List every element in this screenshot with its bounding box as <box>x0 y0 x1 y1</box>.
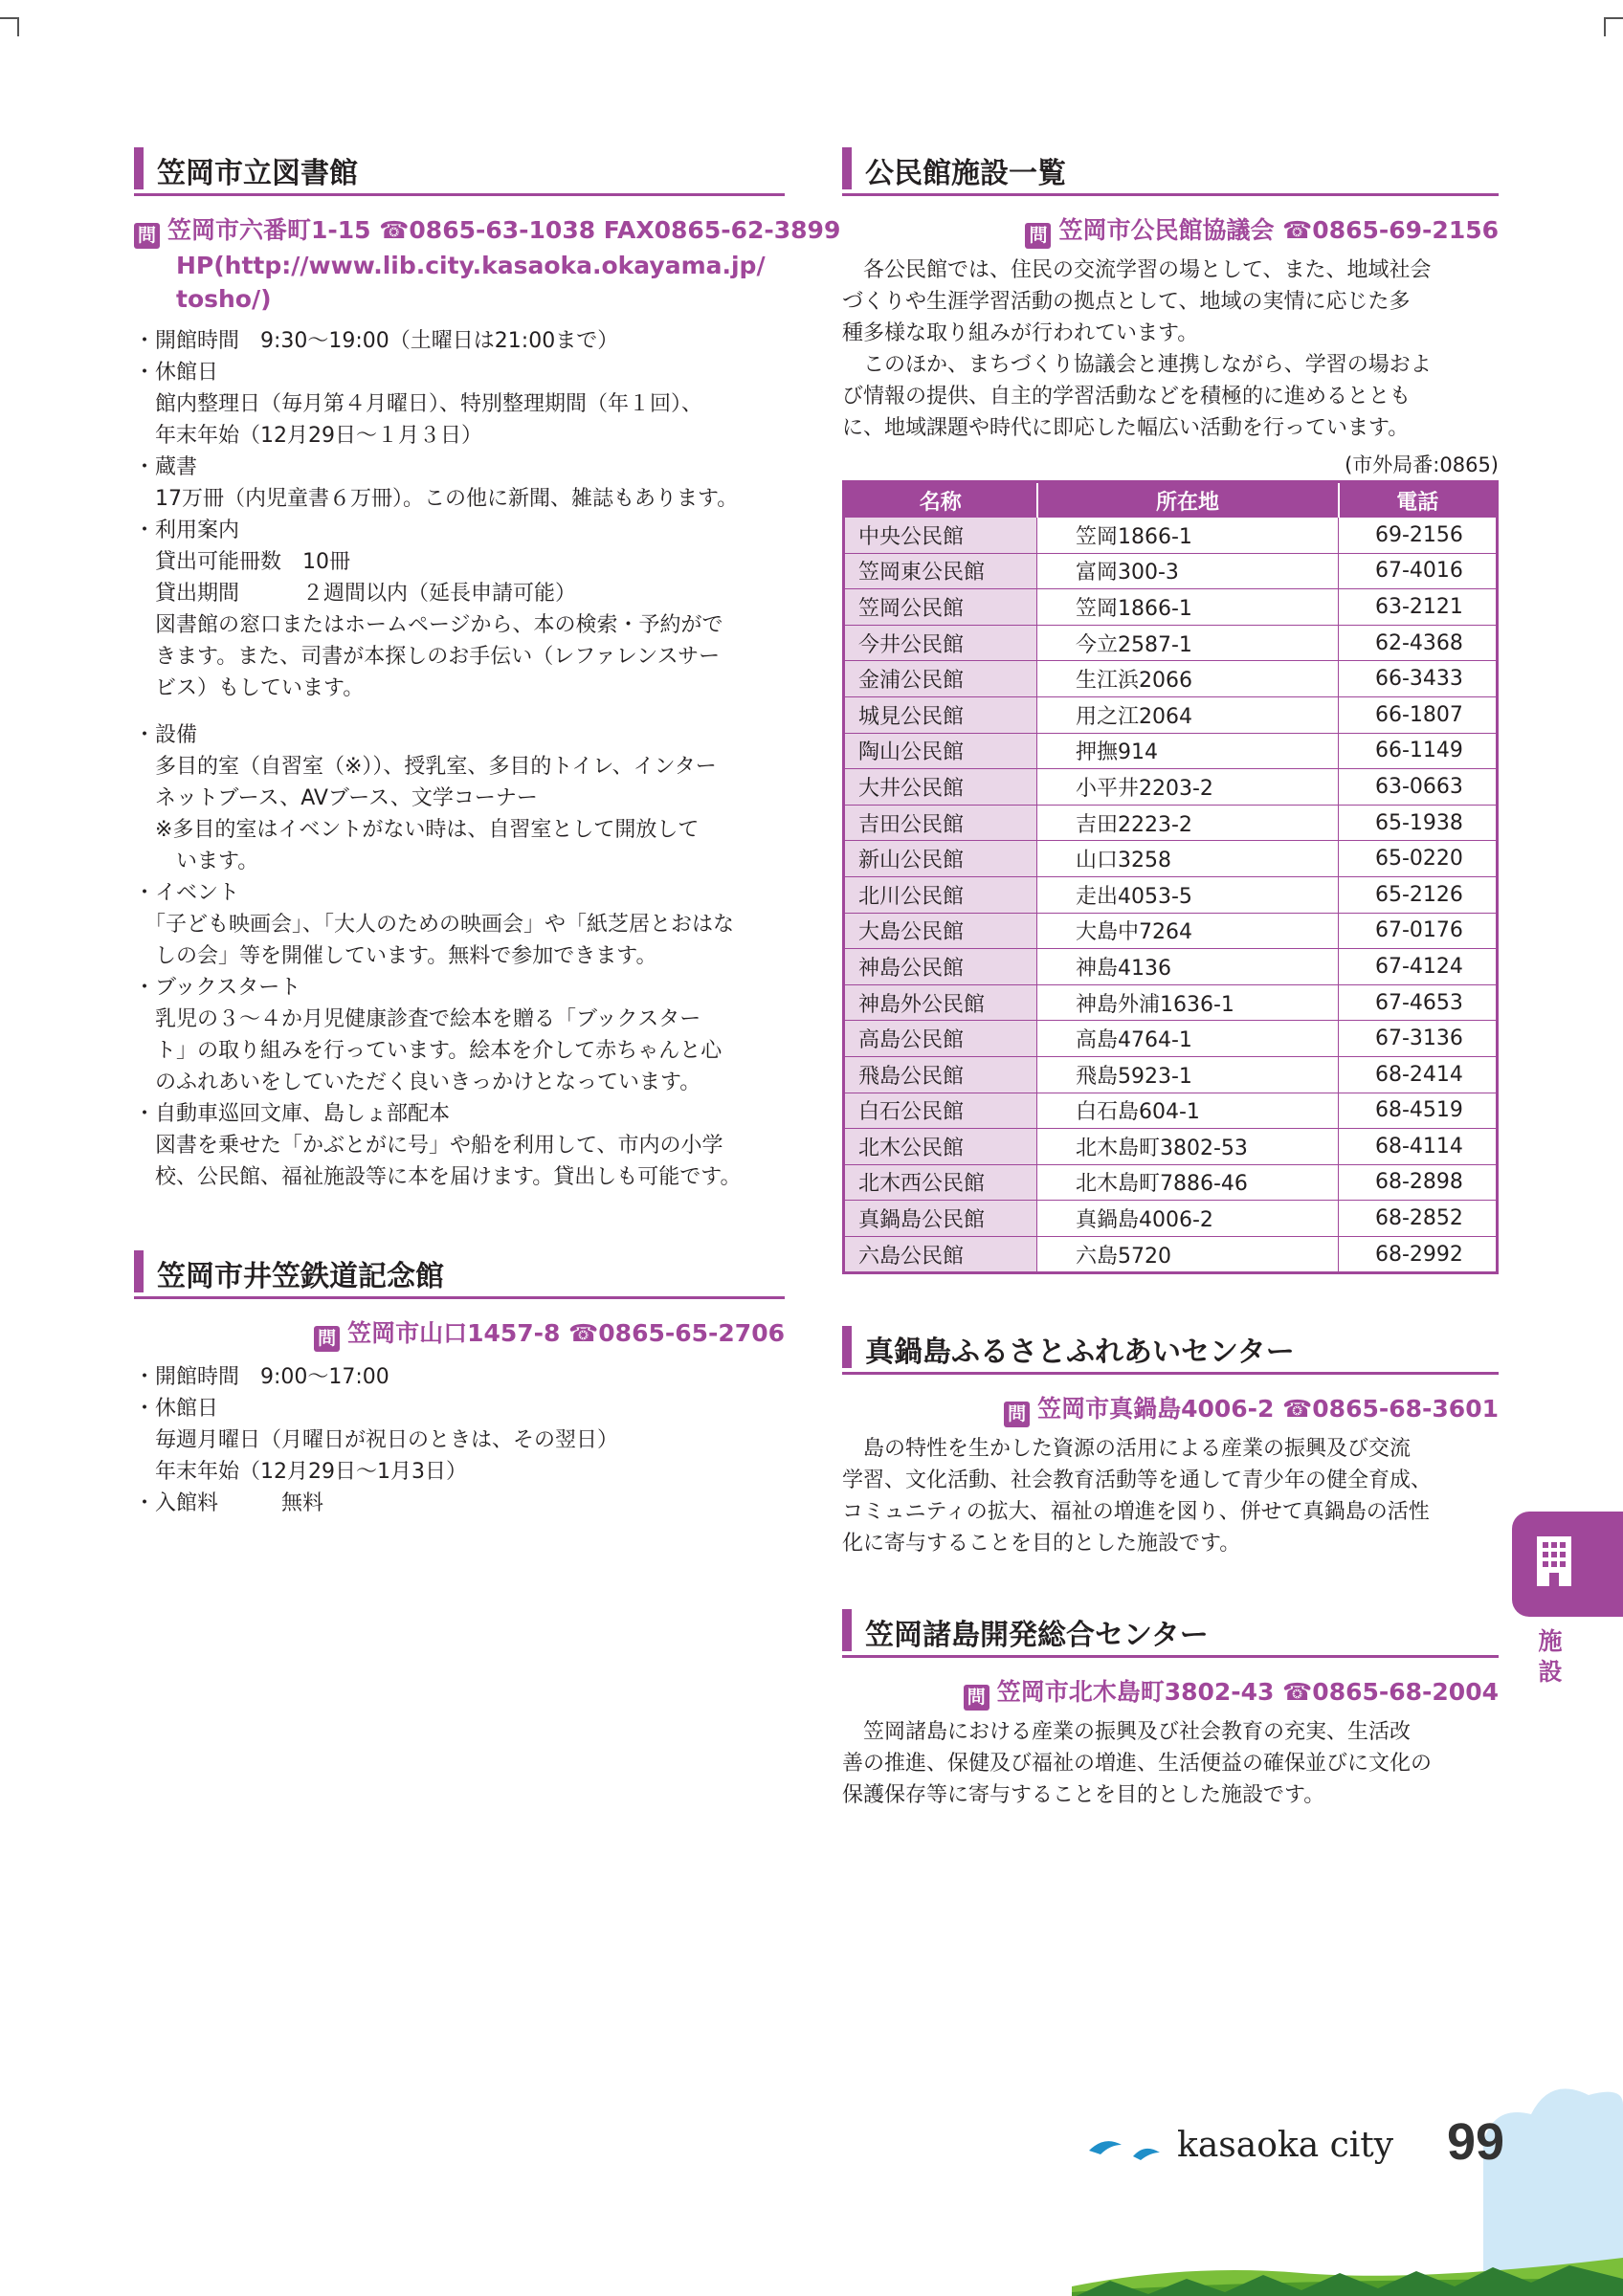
kominkan-name-cell: 新山公民館 <box>844 841 1037 877</box>
library-info <box>134 325 785 1193</box>
kominkan-name-cell: 陶山公民館 <box>844 733 1037 769</box>
side-tab-char: 設 <box>1538 1658 1563 1686</box>
info-line: ・休館日 <box>134 361 219 385</box>
heading-bar <box>842 1326 852 1368</box>
kominkan-address-cell: 山口3258 <box>1037 841 1339 877</box>
info-line: きます。また、司書が本探しのお手伝い（レファレンスサー <box>134 645 721 669</box>
kominkan-phone-cell: 65-2126 <box>1339 876 1498 913</box>
info-line: 年末年始（12月29日〜１月３日） <box>134 424 482 448</box>
kominkan-address-cell: 大島中7264 <box>1037 913 1339 949</box>
para-line: このほか、まちづくり協議会と連携しながら、学習の場およ <box>842 353 1432 377</box>
para-line: コミュニティの拡大、福祉の増進を図り、併せて真鍋島の活性 <box>842 1500 1430 1525</box>
kominkan-phone-cell: 68-2414 <box>1339 1056 1498 1093</box>
kominkan-name-cell: 神島公民館 <box>844 949 1037 985</box>
para-line: に、地域課題や時代に即応した幅広い活動を行っています。 <box>842 416 1410 440</box>
kominkan-name-cell: 笠岡東公民館 <box>844 553 1037 589</box>
library-homepage[interactable]: HP(http://www.lib.city.kasaoka.okayama.jp/ <box>176 252 766 279</box>
inquiry-icon: 問 <box>964 1685 989 1711</box>
kominkan-address-cell: 押撫914 <box>1037 733 1339 769</box>
page-number: 99 <box>1447 2113 1505 2171</box>
para-line: 笠岡諸島における産業の振興及び社会教育の充実、生活改 <box>842 1720 1412 1745</box>
kominkan-address-cell: 笠岡1866-1 <box>1037 589 1339 626</box>
kominkan-address-cell: 走出4053-5 <box>1037 876 1339 913</box>
col-header-phone: 電話 <box>1339 482 1498 519</box>
info-line: 多目的室（自習室（※））、授乳室、多目的トイレ、インター <box>134 755 717 779</box>
kominkan-address-cell: 吉田2223-2 <box>1037 805 1339 841</box>
info-line: ・ブックスタート <box>134 976 301 1000</box>
table-row <box>844 913 1498 949</box>
city-logo: kasaoka city <box>1177 2126 1394 2165</box>
table-row <box>844 841 1498 877</box>
table-row <box>844 589 1498 626</box>
shoto-address-phone: 笠岡市北木島町3802-43 ☎0865-68-2004 <box>996 1678 1499 1707</box>
railway-section <box>134 1247 785 1519</box>
shoto-heading <box>842 1605 1499 1658</box>
kominkan-name-cell: 北木西公民館 <box>844 1164 1037 1201</box>
info-line: 「子ども映画会」、「大人のための映画会」や「紙芝居とおはな <box>134 913 735 937</box>
shoto-title: 笠岡諸島開発総合センター <box>865 1619 1209 1653</box>
info-line: ・イベント <box>134 881 240 905</box>
table-row <box>844 733 1498 769</box>
kominkan-phone-cell: 67-4653 <box>1339 984 1498 1021</box>
kominkan-address-cell: 神島外浦1636-1 <box>1037 984 1339 1021</box>
info-line: 図書を乗せた「かぶとがに号」や船を利用して、市内の小学 <box>134 1134 723 1158</box>
kominkan-address-cell: 高島4764-1 <box>1037 1021 1339 1057</box>
info-line: ※多目的室はイベントがない時は、自習室として開放して <box>134 818 700 842</box>
para-line: 保護保存等に寄与することを目的とした施設です。 <box>842 1783 1325 1808</box>
side-tab-char: 施 <box>1538 1627 1563 1655</box>
right-column <box>842 144 1499 1811</box>
manabe-title: 真鍋島ふるさとふれあいセンター <box>865 1336 1295 1370</box>
kominkan-address-cell: 神島4136 <box>1037 949 1339 985</box>
info-line: 図書館の窓口またはホームページから、本の検索・予約がで <box>134 613 723 637</box>
heading-bar <box>842 1609 852 1651</box>
kominkan-name-cell: 飛島公民館 <box>844 1056 1037 1093</box>
kominkan-phone-cell: 68-4114 <box>1339 1129 1498 1165</box>
kominkan-description <box>842 254 1499 444</box>
kominkan-contact <box>842 213 1499 249</box>
kominkan-phone-cell: 68-4519 <box>1339 1093 1498 1129</box>
info-line: のふれあいをしていただく良いきっかけとなっています。 <box>134 1071 701 1094</box>
table-row <box>844 518 1498 553</box>
kominkan-address-cell: 富岡300-3 <box>1037 553 1339 589</box>
kominkan-address-cell: 笠岡1866-1 <box>1037 518 1339 553</box>
kominkan-phone-cell: 63-2121 <box>1339 589 1498 626</box>
kominkan-phone-cell: 68-2852 <box>1339 1201 1498 1237</box>
table-row <box>844 1164 1498 1201</box>
kominkan-phone-cell: 66-1149 <box>1339 733 1498 769</box>
para-line: 島の特性を生かした資源の活用による産業の振興及び交流 <box>842 1437 1412 1462</box>
kominkan-phone-cell: 67-0176 <box>1339 913 1498 949</box>
info-line: 館内整理日（毎月第４月曜日）、特別整理期間（年１回）、 <box>134 392 703 416</box>
info-line: 貸出可能冊数 10冊 <box>134 550 350 574</box>
inquiry-icon: 問 <box>314 1326 340 1352</box>
facilities-side-tab[interactable] <box>1512 1512 1623 1617</box>
table-row <box>844 984 1498 1021</box>
kominkan-section <box>842 144 1499 1274</box>
col-header-name: 名称 <box>844 482 1037 519</box>
kominkan-org-phone: 笠岡市公民館協議会 ☎0865-69-2156 <box>1058 216 1499 244</box>
info-line: ビス）もしています。 <box>134 676 365 700</box>
railway-title: 笠岡市井笠鉄道記念館 <box>157 1260 444 1293</box>
col-header-address: 所在地 <box>1037 482 1339 519</box>
kominkan-phone-cell: 66-3433 <box>1339 661 1498 697</box>
info-line: 17万冊（内児童書６万冊）。この他に新聞、雑誌もあります。 <box>134 487 739 511</box>
table-row <box>844 1201 1498 1237</box>
library-contact <box>134 213 841 316</box>
kominkan-name-cell: 高島公民館 <box>844 1021 1037 1057</box>
railway-address-phone: 笠岡市山口1457-8 ☎0865-65-2706 <box>347 1319 785 1347</box>
kominkan-address-cell: 六島5720 <box>1037 1236 1339 1273</box>
crop-mark-left <box>0 17 19 36</box>
kominkan-address-cell: 生江浜2066 <box>1037 661 1339 697</box>
info-line: います。 <box>134 850 259 873</box>
info-line: ネットブース、AVブース、文学コーナー <box>134 786 538 810</box>
para-line: 化に寄与することを目的とした施設です。 <box>842 1532 1241 1556</box>
info-line: ・利用案内 <box>134 519 240 542</box>
side-tab-label <box>1531 1626 1569 1688</box>
info-line: ・開館時間 9:30〜19:00（土曜日は21:00まで） <box>134 329 619 353</box>
table-row <box>844 1129 1498 1165</box>
table-row <box>844 769 1498 806</box>
table-row <box>844 1021 1498 1057</box>
table-row <box>844 625 1498 661</box>
kominkan-phone-cell: 67-4124 <box>1339 949 1498 985</box>
kominkan-name-cell: 白石公民館 <box>844 1093 1037 1129</box>
kominkan-phone-cell: 65-0220 <box>1339 841 1498 877</box>
manabe-section <box>842 1322 1499 1559</box>
footer-landscape-icon <box>1072 2076 1623 2296</box>
table-header-row <box>844 482 1498 519</box>
kominkan-name-cell: 北川公民館 <box>844 876 1037 913</box>
para-line: 善の推進、保健及び福祉の増進、生活便益の確保並びに文化の <box>842 1752 1433 1777</box>
info-line: ・自動車巡回文庫、島しょ部配本 <box>134 1102 451 1126</box>
kominkan-phone-cell: 62-4368 <box>1339 625 1498 661</box>
kominkan-name-cell: 六島公民館 <box>844 1236 1037 1273</box>
inquiry-icon: 問 <box>1004 1402 1030 1427</box>
info-line: 乳児の３〜４か月児健康診査で絵本を贈る「ブックスター <box>134 1007 701 1031</box>
kominkan-name-cell: 神島外公民館 <box>844 984 1037 1021</box>
left-column <box>134 144 841 1519</box>
info-line: ・開館時間 9:00〜17:00 <box>134 1365 389 1389</box>
table-row <box>844 1236 1498 1273</box>
kominkan-name-cell: 笠岡公民館 <box>844 589 1037 626</box>
kominkan-name-cell: 城見公民館 <box>844 696 1037 733</box>
info-line: 毎週月曜日（月曜日が祝日のときは、その翌日） <box>134 1428 619 1452</box>
kominkan-name-cell: 真鍋島公民館 <box>844 1201 1037 1237</box>
kominkan-address-cell: 用之江2064 <box>1037 696 1339 733</box>
info-line: ・入館料 無料 <box>134 1491 324 1515</box>
kominkan-name-cell: 大島公民館 <box>844 913 1037 949</box>
kominkan-phone-cell: 66-1807 <box>1339 696 1498 733</box>
table-row <box>844 949 1498 985</box>
railway-contact <box>134 1316 785 1352</box>
info-line: 貸出期間 ２週間以内（延長申請可能） <box>134 582 577 606</box>
kominkan-heading <box>842 144 1499 196</box>
crop-mark-right <box>1604 17 1623 36</box>
kominkan-phone-cell: 69-2156 <box>1339 518 1498 553</box>
kominkan-name-cell: 中央公民館 <box>844 518 1037 553</box>
library-address-phone: 笠岡市六番町1-15 ☎0865-63-1038 FAX0865-62-3899 <box>167 216 841 244</box>
kominkan-address-cell: 真鍋島4006-2 <box>1037 1201 1339 1237</box>
manabe-description <box>842 1433 1499 1559</box>
kominkan-name-cell: 吉田公民館 <box>844 805 1037 841</box>
table-row <box>844 553 1498 589</box>
info-line: ト」の取り組みを行っています。絵本を介して赤ちゃんと心 <box>134 1039 723 1063</box>
kominkan-phone-cell: 67-4016 <box>1339 553 1498 589</box>
page-footer <box>1072 2076 1623 2296</box>
inquiry-icon: 問 <box>134 223 160 249</box>
kominkan-table-body <box>844 518 1498 1273</box>
building-icon <box>1533 1534 1575 1588</box>
kominkan-name-cell: 北木公民館 <box>844 1129 1037 1165</box>
info-line: ・設備 <box>134 723 198 747</box>
table-row <box>844 696 1498 733</box>
library-section <box>134 144 841 1193</box>
heading-bar <box>134 147 144 189</box>
kominkan-address-cell: 飛島5923-1 <box>1037 1056 1339 1093</box>
kominkan-table <box>842 480 1499 1274</box>
kominkan-address-cell: 北木島町3802-53 <box>1037 1129 1339 1165</box>
library-heading <box>134 144 785 196</box>
shoto-contact <box>842 1675 1499 1711</box>
table-row <box>844 805 1498 841</box>
kominkan-phone-cell: 68-2992 <box>1339 1236 1498 1273</box>
para-line: 各公民館では、住民の交流学習の場として、また、地域社会 <box>842 258 1432 282</box>
info-line: ・蔵書 <box>134 455 198 479</box>
info-line: 年末年始（12月29日〜1月3日） <box>134 1460 467 1484</box>
railway-heading <box>134 1247 785 1299</box>
table-row <box>844 1093 1498 1129</box>
heading-bar <box>842 147 852 189</box>
kominkan-phone-cell: 67-3136 <box>1339 1021 1498 1057</box>
railway-info <box>134 1361 785 1519</box>
table-row <box>844 876 1498 913</box>
para-line: 学習、文化活動、社会教育活動等を通して青少年の健全育成、 <box>842 1468 1433 1493</box>
kominkan-address-cell: 今立2587-1 <box>1037 625 1339 661</box>
manabe-heading <box>842 1322 1499 1375</box>
library-title: 笠岡市立図書館 <box>157 157 358 190</box>
info-line: ・休館日 <box>134 1397 219 1421</box>
kominkan-phone-cell: 65-1938 <box>1339 805 1498 841</box>
kominkan-phone-cell: 63-0663 <box>1339 769 1498 806</box>
kominkan-address-cell: 白石島604-1 <box>1037 1093 1339 1129</box>
library-homepage-cont[interactable]: tosho/) <box>176 285 272 313</box>
para-line: び情報の提供、自主的学習活動などを積極的に進めるととも <box>842 385 1412 408</box>
kominkan-address-cell: 小平井2203-2 <box>1037 769 1339 806</box>
para-line: 種多様な取り組みが行われています。 <box>842 321 1199 345</box>
table-row <box>844 1056 1498 1093</box>
kominkan-name-cell: 今井公民館 <box>844 625 1037 661</box>
info-line: しの会」等を開催しています。無料で参加できます。 <box>134 944 657 968</box>
manabe-contact <box>842 1392 1499 1427</box>
kominkan-title: 公民館施設一覧 <box>865 157 1066 190</box>
kominkan-name-cell: 大井公民館 <box>844 769 1037 806</box>
shoto-section <box>842 1605 1499 1811</box>
area-code-note: (市外局番:0865) <box>1345 453 1499 476</box>
inquiry-icon: 問 <box>1025 223 1051 249</box>
shoto-description <box>842 1716 1499 1811</box>
kominkan-phone-cell: 68-2898 <box>1339 1164 1498 1201</box>
heading-bar <box>134 1250 144 1292</box>
para-line: づくりや生涯学習活動の拠点として、地域の実情に応じた多 <box>842 290 1411 314</box>
kominkan-name-cell: 金浦公民館 <box>844 661 1037 697</box>
manabe-address-phone: 笠岡市真鍋島4006-2 ☎0865-68-3601 <box>1037 1395 1499 1424</box>
kominkan-address-cell: 北木島町7886-46 <box>1037 1164 1339 1201</box>
table-row <box>844 661 1498 697</box>
info-line: 校、公民館、福祉施設等に本を届けます。貸出しも可能です。 <box>134 1165 742 1189</box>
